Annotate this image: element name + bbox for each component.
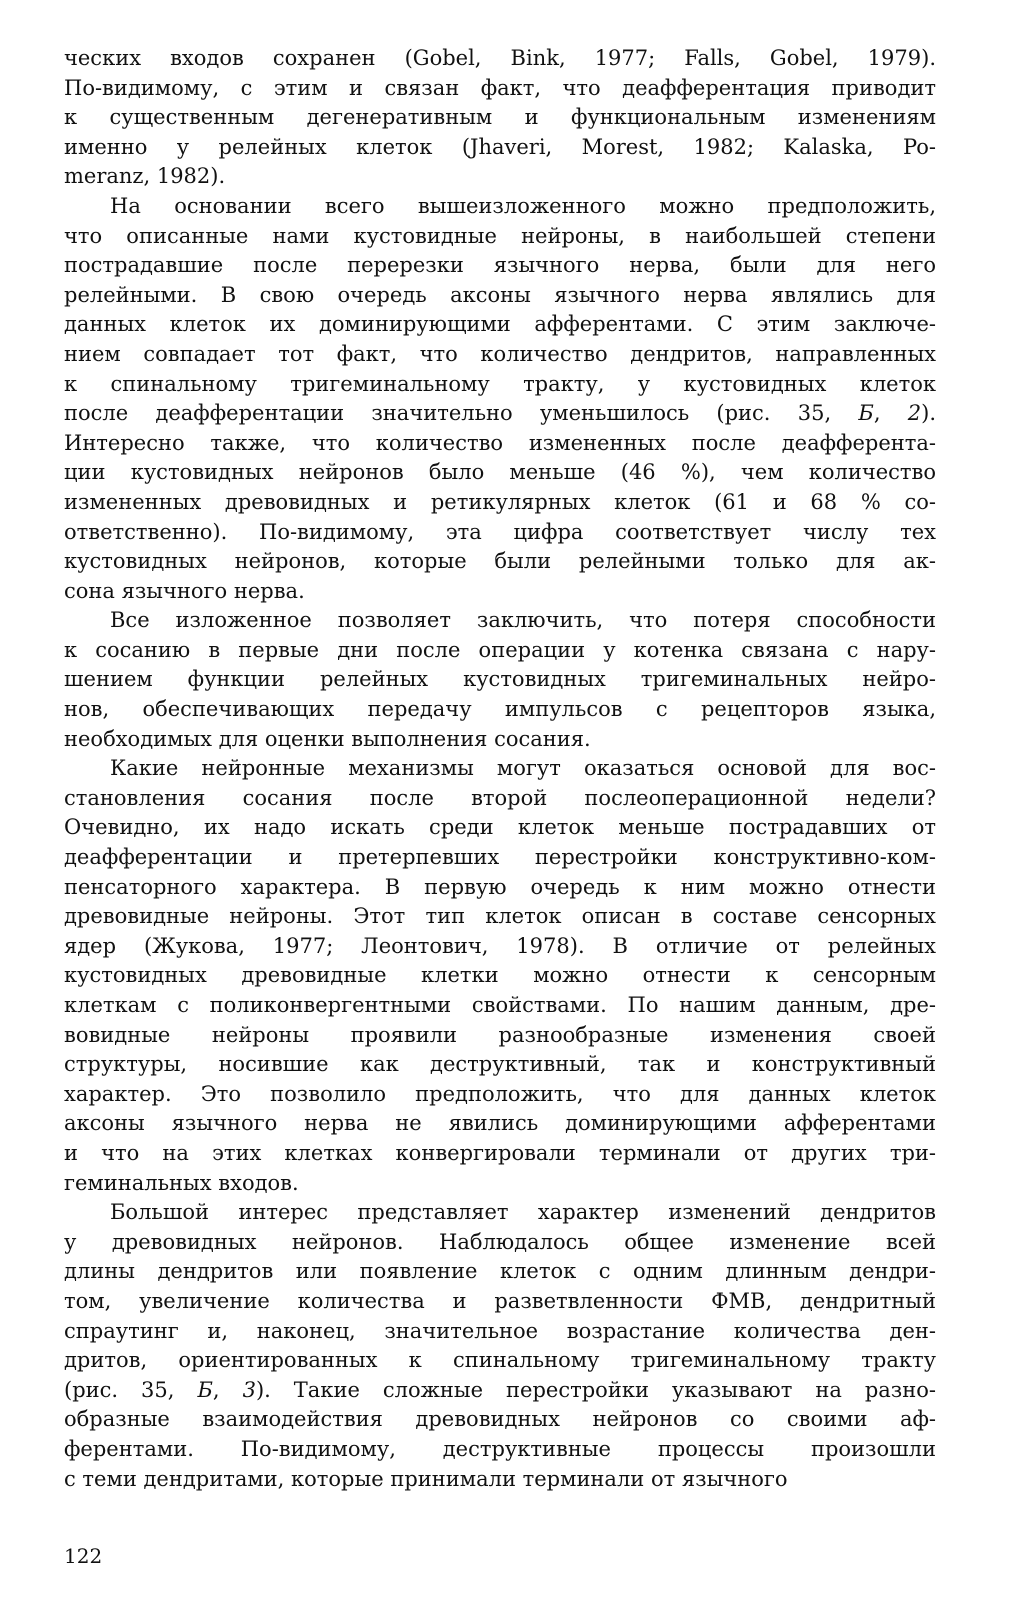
paragraph	[64, 606, 936, 754]
text-line: аксоны язычного нерва не явились доминирующими афферентами	[64, 1111, 936, 1136]
text-line: данных клеток их доминирующими афферентами. С этим заключе-	[64, 312, 936, 337]
text-line: (рис. 35, Б, 3). Такие сложные перестройки указывают на разно-	[64, 1377, 936, 1402]
text-line: пострадавшие после перерезки язычного нерва, были для него	[64, 253, 936, 278]
text-line: Все изложенное позволяет заключить, что потеря способности	[110, 608, 936, 633]
text-line: кустовидных нейронов, которые были релейными только для ак-	[64, 549, 936, 574]
text-line: и что на этих клетках конвергировали терминали от других три-	[64, 1140, 936, 1165]
text-line: дритов, ориентированных к спинальному тригеминальному тракту	[64, 1348, 936, 1373]
text-line: релейными. В свою очередь аксоны язычного нерва являлись для	[64, 282, 936, 307]
text-line: meranz, 1982).	[64, 164, 226, 189]
text-line: после деафферентации значительно уменьшилось (рис. 35, Б, 2).	[64, 401, 936, 426]
text-line: ответственно). По-видимому, эта цифра соответствует числу тех	[64, 519, 936, 544]
text-line: Интересно также, что количество измененных после деафферента-	[64, 430, 936, 455]
text-line: нов, обеспечивающих передачу импульсов с рецепторов языка,	[64, 697, 936, 722]
text-line: необходимых для оценки выполнения сосания.	[64, 726, 591, 751]
text-line: нием совпадает тот факт, что количество дендритов, направленных	[64, 341, 936, 366]
text-line: Очевидно, их надо искать среди клеток меньше пострадавших от	[64, 815, 936, 840]
document-page	[64, 44, 936, 1524]
text-line: что описанные нами кустовидные нейроны, в наибольшей степени	[64, 223, 936, 248]
text-line: вовидные нейроны проявили разнообразные изменения своей	[64, 1022, 936, 1047]
text-line: сона язычного нерва.	[64, 578, 305, 603]
text-line: клеткам с поликонвергентными свойствами. По нашим данным, дре-	[64, 993, 936, 1017]
text-line: шением функции релейных кустовидных тригеминальных нейро-	[64, 667, 936, 692]
paragraph	[64, 192, 936, 606]
text-line: Какие нейронные механизмы могут оказаться основой для вос-	[110, 756, 936, 781]
page-number: 122	[64, 1544, 103, 1568]
text-line: к существенным дегенеративным и функциональным изменениям	[64, 105, 936, 130]
paragraph	[64, 1198, 936, 1494]
text-line: ядер (Жукова, 1977; Леонтович, 1978). В отличие от релейных	[64, 933, 936, 958]
text-line: именно у релейных клеток (Jhaveri, Morest, 1982; Kalaska, Po-	[64, 134, 936, 159]
text-line: ческих входов сохранен (Gobel, Bink, 1977; Falls, Gobel, 1979).	[64, 46, 936, 70]
text-line: с теми дендритами, которые принимали терминали от язычного	[64, 1466, 788, 1491]
text-line: древовидные нейроны. Этот тип клеток описан в составе сенсорных	[64, 904, 936, 929]
text-line: пенсаторного характера. В первую очередь к ним можно отнести	[64, 874, 936, 899]
text-line: измененных древовидных и ретикулярных клеток (61 и 68 % со-	[64, 489, 936, 514]
text-line: к сосанию в первые дни после операции у котенка связана с нару-	[64, 637, 936, 662]
text-line: том, увеличение количества и разветвленности ФМВ, дендритный	[64, 1288, 936, 1313]
text-line: На основании всего вышеизложенного можно предположить,	[110, 193, 936, 218]
text-line: характер. Это позволило предположить, что для данных клеток	[64, 1081, 936, 1106]
text-line: становления сосания после второй послеоперационной недели?	[64, 785, 936, 810]
paragraph	[64, 754, 936, 1198]
text-line: у древовидных нейронов. Наблюдалось общее изменение всей	[64, 1229, 936, 1254]
text-line: структуры, носившие как деструктивный, так и конструктивный	[64, 1052, 936, 1077]
text-line: спраутинг и, наконец, значительное возрастание количества ден-	[64, 1318, 936, 1343]
text-line: геминальных входов.	[64, 1170, 299, 1195]
text-line: ции кустовидных нейронов было меньше (46 %), чем количество	[64, 460, 936, 485]
text-line: Большой интерес представляет характер изменений дендритов	[110, 1200, 936, 1225]
text-line: По-видимому, с этим и связан факт, что деафферентация приводит	[64, 75, 936, 100]
text-line: длины дендритов или появление клеток с одним длинным дендри-	[64, 1259, 936, 1284]
paragraph	[64, 44, 936, 192]
text-line: кустовидных древовидные клетки можно отнести к сенсорным	[64, 963, 936, 988]
text-line: образные взаимодействия древовидных нейронов со своими аф-	[64, 1407, 936, 1432]
text-line: ферентами. По-видимому, деструктивные процессы произошли	[64, 1436, 936, 1461]
text-body	[64, 44, 936, 1494]
text-line: к спинальному тригеминальному тракту, у кустовидных клеток	[64, 371, 936, 396]
text-line: деафферентации и претерпевших перестройки конструктивно-ком-	[64, 845, 936, 870]
